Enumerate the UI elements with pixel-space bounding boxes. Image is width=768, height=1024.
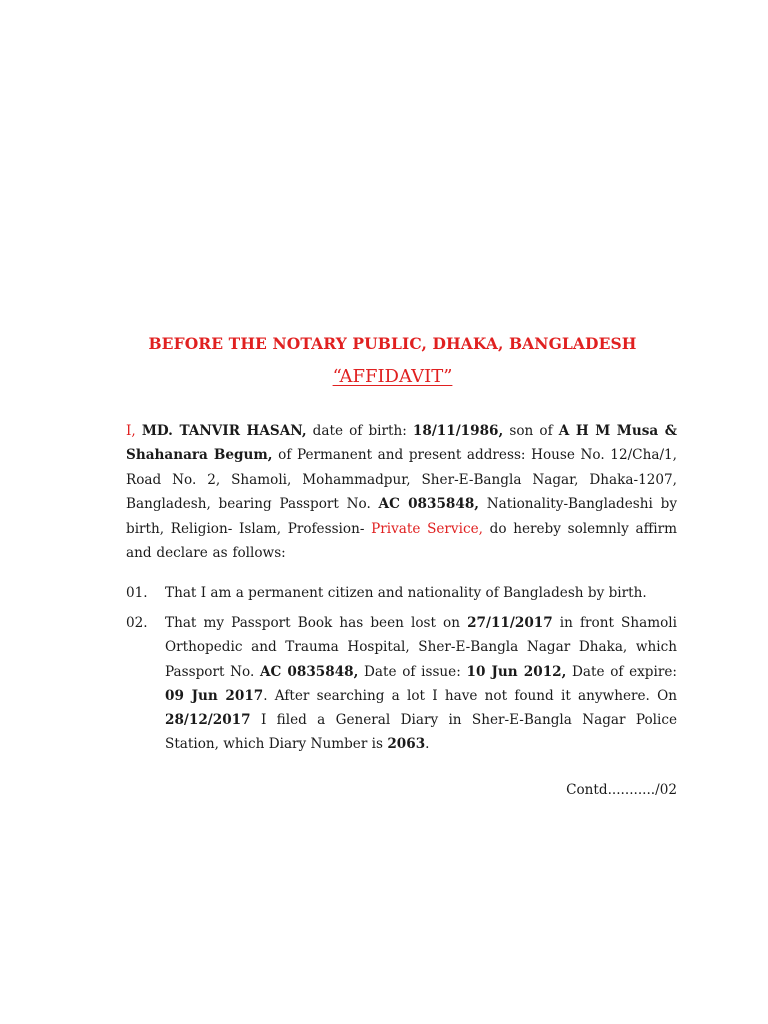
affidavit-title (0, 366, 768, 387)
item2-text-7: . (425, 736, 430, 753)
profession: Private Service, (364, 520, 483, 537)
item2-text-6: I filed a General Diary in Sher-E-Bangla Nagar Police Station, which Diary Number is (165, 712, 677, 753)
lost-date: 27/11/2017 (467, 615, 553, 631)
continued-marker: Contd.........../02 (566, 782, 677, 798)
item2-text-2: in front Shamoli Orthopedic and Trauma Hospital, Sher-E-Bangla Nagar Dhaka, which Passport No. (165, 615, 677, 680)
expire-date: 09 Jun 2017 (165, 687, 264, 704)
intro-text-4: Nationality-Bangladeshi by birth, Religion- Islam, Profession- (126, 496, 677, 537)
item2-text-1: That my Passport Book has been lost on (165, 615, 468, 631)
declaration-item-02 (126, 611, 677, 757)
intro-text-5: do hereby solemnly affirm and declare as follows: (126, 520, 678, 562)
notary-heading: BEFORE THE NOTARY PUBLIC, DHAKA, BANGLADESH (148, 334, 637, 353)
item-number: 02. (126, 615, 148, 631)
issue-date: 10 Jun 2012, (466, 663, 567, 680)
gd-date: 28/12/2017 (165, 712, 251, 729)
item-text (165, 611, 677, 757)
item2-passport-number: AC 0835848, (259, 663, 359, 680)
affidavit-title-text: “AFFIDAVIT” (332, 366, 453, 387)
date-of-birth: 18/11/1986, (412, 423, 504, 439)
parents-names: A H M Musa & Shahanara Begum, (126, 423, 677, 464)
intro-pronoun: I, (126, 423, 136, 439)
item-number: 01. (126, 585, 148, 601)
item-text: That I am a permanent citizen and nationality of Bangladesh by birth. (165, 585, 647, 601)
diary-number: 2063 (387, 736, 426, 753)
item2-text-3: Date of issue: (358, 663, 467, 680)
item2-text-4: Date of expire: (566, 663, 677, 680)
intro-text-3: of Permanent and present address: House No. 12/Cha/1, Road No. 2, Shamoli, Mohammadpur, Sher-E-Bangla Nagar, Dhaka-1207, Bangladesh, bearing Passport No. (126, 447, 677, 513)
passport-number: AC 0835848, (378, 496, 480, 513)
declaration-item-01 (126, 581, 677, 605)
item2-text-5: . After searching a lot I have not found it anywhere. On (263, 687, 677, 704)
intro-paragraph (126, 419, 677, 565)
deponent-name: MD. TANVIR HASAN, (141, 423, 307, 439)
intro-text-1: date of birth: (306, 423, 413, 439)
intro-text-2: son of (503, 423, 559, 439)
